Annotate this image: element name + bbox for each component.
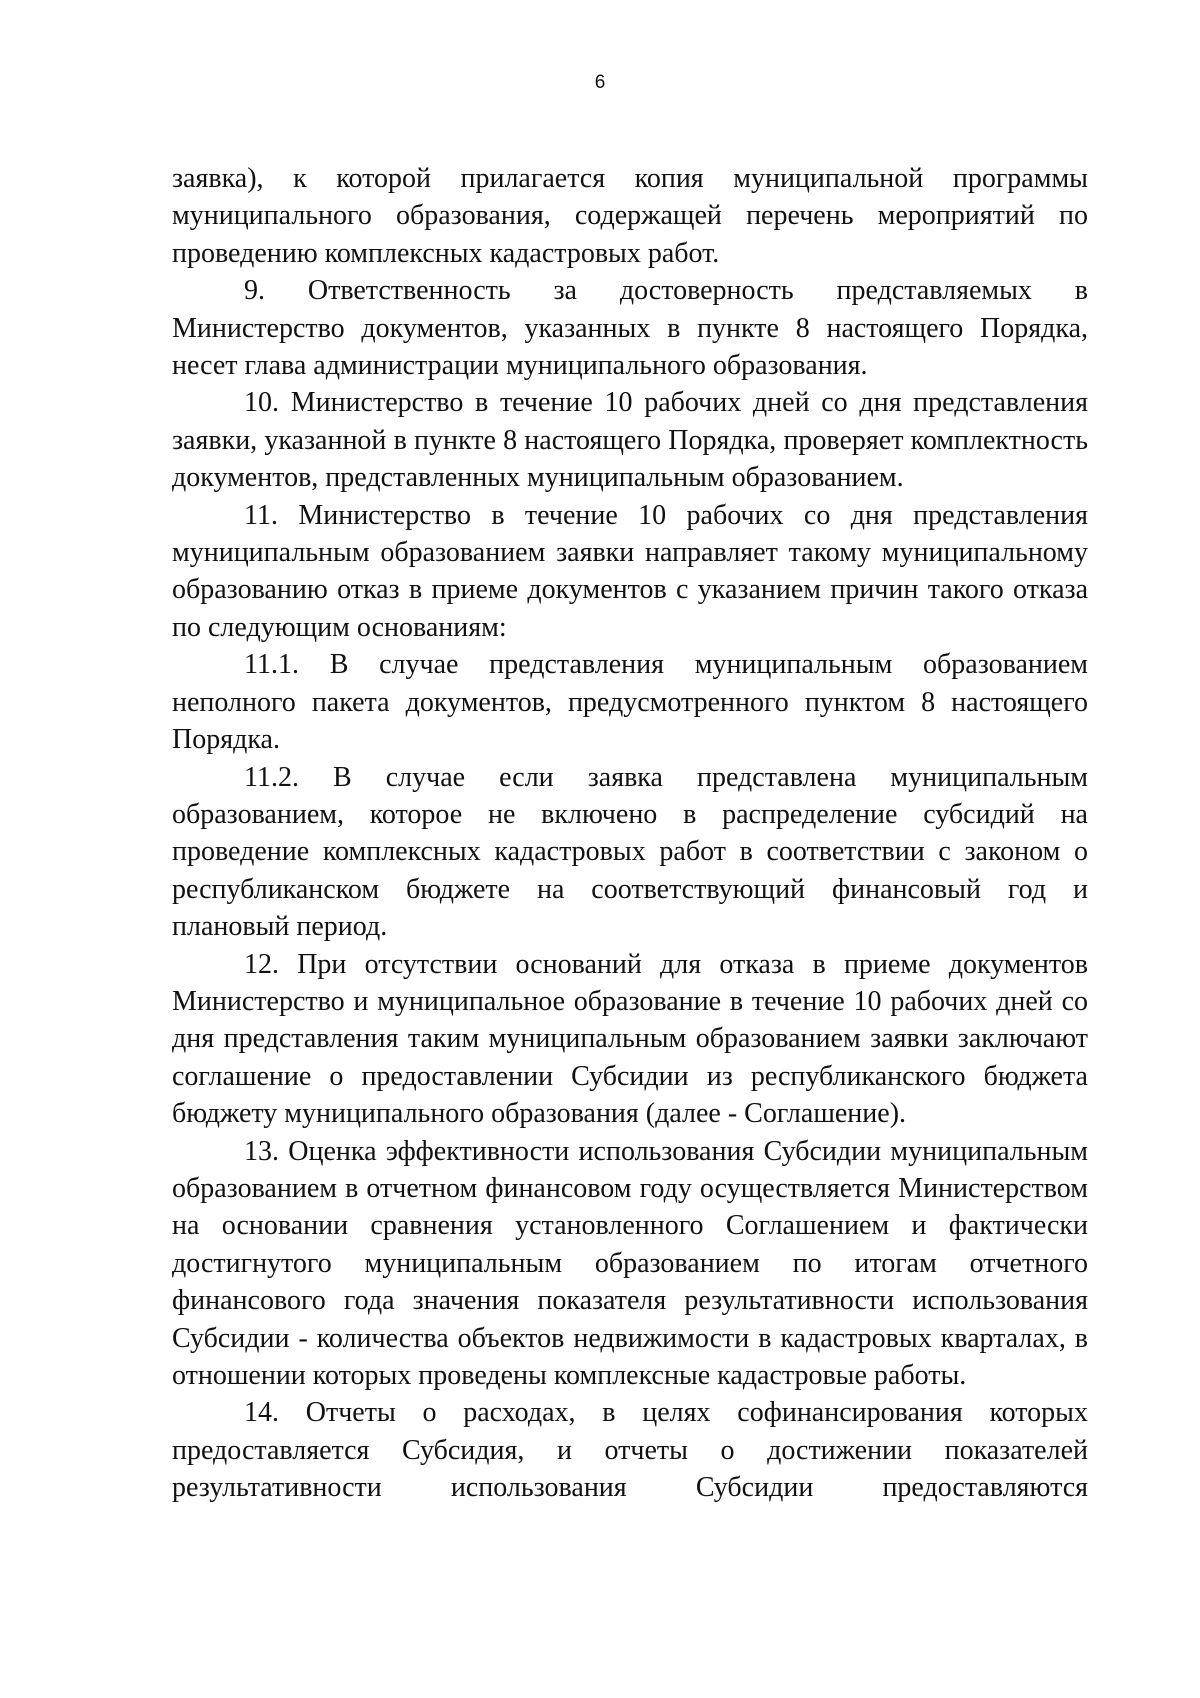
paragraph-12: 12. При отсутствии оснований для отказа в приеме документов Министерство и муниципальное образование в течение 10 рабочих дней со дня представления таким муниципальным образованием заявки заключают соглашение о предоставлении Субсидии из республиканского бюджета бюджету муниципального образования (далее - Соглашение). [172,948,1088,1130]
document-body [172,160,1088,1507]
paragraph-9: 9. Ответственность за достоверность представляемых в Министерство документов, указанных в пункте 8 настоящего Порядка, несет глава администрации муниципального образования. [172,275,1088,382]
paragraph-14: 14. Отчеты о расходах, в целях софинансирования которых предоставляется Субсидия, и отчеты о достижении показателей результативности использования Субсидии предоставляются [172,1397,1088,1504]
paragraph-continuation: заявка), к которой прилагается копия муниципальной программы муниципального образования, содержащей перечень мероприятий по проведению комплексных кадастровых работ. [172,163,1088,269]
paragraph-11-2: 11.2. В случае если заявка представлена муниципальным образованием, которое не включено в распределение субсидий на проведение комплексных кадастровых работ в соответствии с законом о республиканском бюджете на соответствующий финансовый год и плановый период. [172,761,1088,943]
paragraph-13: 13. Оценка эффективности использования Субсидии муниципальным образованием в отчетном финансовом году осуществляется Министерством на основании сравнения установленного Соглашением и фактически достигнутого муниципальным образованием по итогам отчетного финансового года значения показателя результативности использования Субсидии - количества объектов недвижимости в кадастровых кварталах, в отношении которых проведены комплексные кадастровые работы. [172,1135,1088,1391]
paragraph-10: 10. Министерство в течение 10 рабочих дней со дня представления заявки, указанной в пункте 8 настоящего Порядка, проверяет комплектность документов, представленных муниципальным образованием. [172,387,1088,494]
page-number: 6 [594,72,606,93]
paragraph-11: 11. Министерство в течение 10 рабочих со дня представления муниципальным образованием заявки направляет такому муниципальному образованию отказ в приеме документов с указанием причин такого отказа по следующим основаниям: [172,499,1088,643]
paragraph-11-1: 11.1. В случае представления муниципальным образованием неполного пакета документов, предусмотренного пунктом 8 настоящего Порядка. [172,649,1088,756]
